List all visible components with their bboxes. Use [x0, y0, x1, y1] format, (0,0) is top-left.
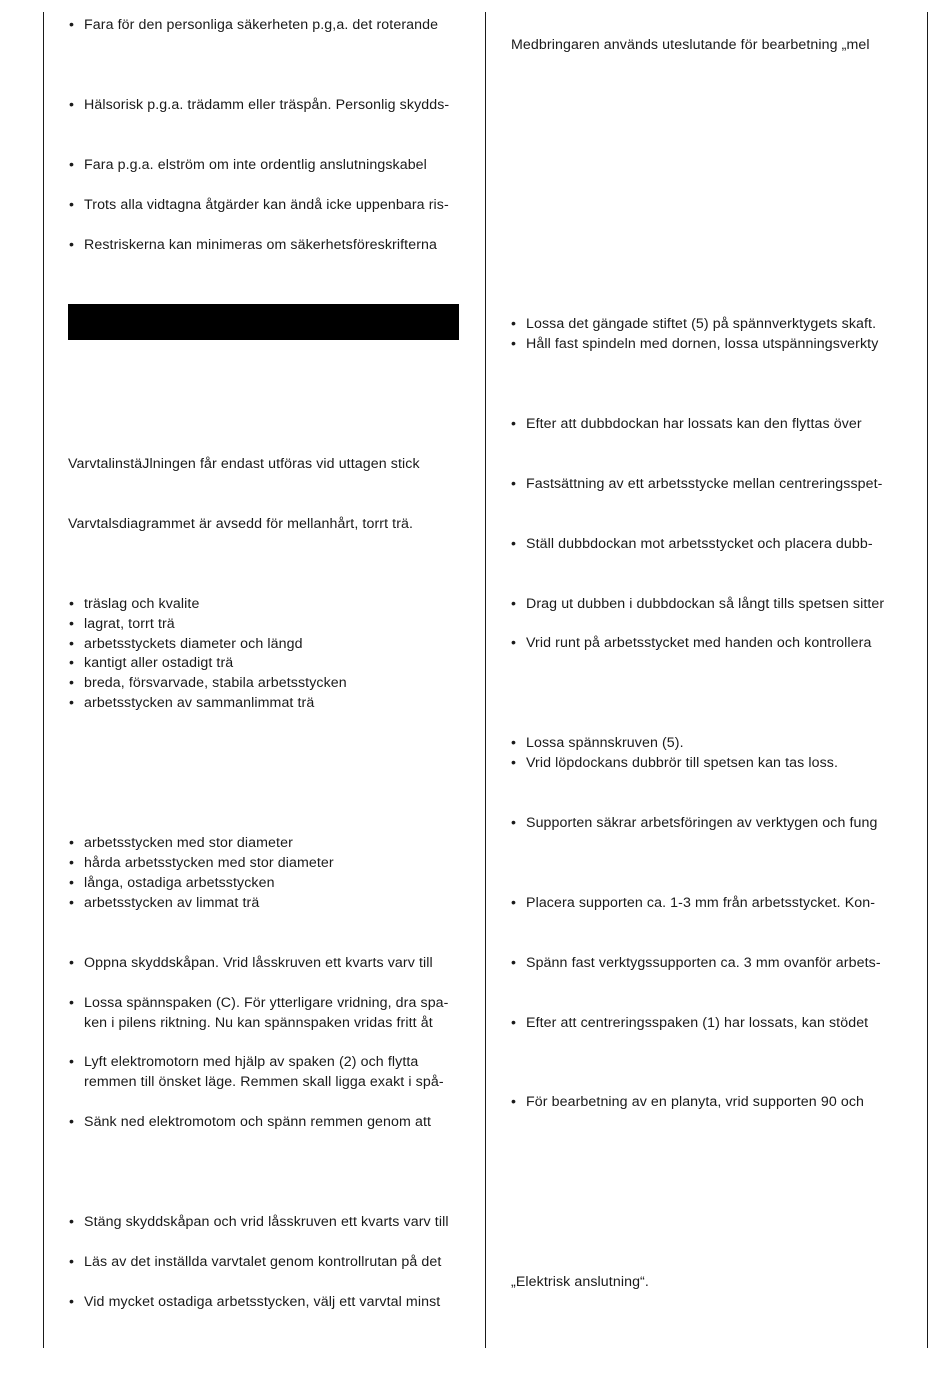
speed-diagram-note: Varvtalsdiagrammet är avsedd för mellanhårt, torrt trä. — [68, 516, 414, 532]
belt-step-item: • Lyft elektromotorn med hjälp av spaken (2) och flytta — [84, 1052, 418, 1072]
factor-item: • kantigt aller ostadigt trä — [84, 653, 233, 673]
support-step-item: • Supporten säkrar arbetsföringen av verktygen och fung — [526, 813, 878, 833]
belt-step-item: • Lossa spännspaken (C). För ytterligare vridning, dra spa- — [84, 993, 449, 1013]
speed-setting-note: VarvtalinstäJlningen får endast utföras vid uttagen stick — [68, 456, 420, 472]
tailstock-step-item: • Drag ut dubben i dubbdockan så långt tills spetsen sitter — [526, 594, 884, 614]
final-step-item: • Läs av det inställda varvtalet genom kontrollrutan på det — [84, 1252, 441, 1272]
spindle-step-item: • Lossa det gängade stiftet (5) på spännverktygets skaft. — [526, 314, 876, 334]
factor-item: • lagrat, torrt trä — [84, 614, 175, 634]
quill-step-item: • Lossa spännskruven (5). — [526, 733, 684, 753]
driver-note: Medbringaren används uteslutande för bearbetning „mel — [511, 37, 870, 53]
final-step-item: • Vid mycket ostadiga arbetsstycken, välj ett varvtal minst — [84, 1292, 440, 1312]
belt-step-continuation: remmen till önsket läge. Remmen skall ligga exakt i spå- — [84, 1074, 444, 1090]
low-speed-item: • långa, ostadiga arbetsstycken — [84, 873, 275, 893]
tailstock-step-item: • Fastsättning av ett arbetsstycke mellan centreringsspet- — [526, 474, 883, 494]
support-step-item: • Spänn fast verktygssupporten ca. 3 mm ovanför arbets- — [526, 953, 881, 973]
quill-step-item: • Vrid löpdockans dubbrör till spetsen kan tas loss. — [526, 753, 838, 773]
tailstock-step-item: • Vrid runt på arbetsstycket med handen och kontrollera — [526, 633, 871, 653]
belt-step-continuation: ken i pilens riktning. Nu kan spännspaken vridas fritt åt — [84, 1015, 433, 1031]
support-step-item: • För bearbetning av en planyta, vrid supporten 90 och — [526, 1092, 864, 1112]
final-step-item: • Stäng skyddskåpan och vrid låsskruven ett kvarts varv till — [84, 1212, 449, 1232]
spindle-step-item: • Håll fast spindeln med dornen, lossa utspänningsverkty — [526, 334, 878, 354]
support-step-item: • Efter att centreringsspaken (1) har lossats, kan stödet — [526, 1013, 868, 1033]
hazard-item: • Trots alla vidtagna åtgärder kan ändå icke uppenbara ris- — [84, 195, 449, 215]
section-heading-bar — [68, 304, 459, 340]
belt-step-item: • Sänk ned elektromotom och spänn remmen genom att — [84, 1112, 431, 1132]
factor-item: • breda, försvarvade, stabila arbetsstycken — [84, 673, 347, 693]
factor-item: • träslag och kvalite — [84, 594, 199, 614]
low-speed-item: • arbetsstycken med stor diameter — [84, 833, 293, 853]
belt-step-item: • Oppna skyddskåpan. Vrid låsskruven ett kvarts varv till — [84, 953, 433, 973]
hazard-item: • Hälsorisk p.g.a. trädamm eller träspån. Personlig skydds- — [84, 95, 449, 115]
low-speed-item: • arbetsstycken av limmat trä — [84, 893, 259, 913]
right-margin-rule — [927, 12, 928, 1348]
factor-item: • arbetsstyckets diameter och längd — [84, 634, 303, 654]
left-margin-rule — [43, 12, 44, 1348]
support-step-item: • Placera supporten ca. 1-3 mm från arbetsstycket. Kon- — [526, 893, 875, 913]
low-speed-item: • hårda arbetsstycken med stor diameter — [84, 853, 334, 873]
factor-item: • arbetsstycken av sammanlimmat trä — [84, 693, 314, 713]
electrical-connection-ref: „Elektrisk anslutning“. — [511, 1274, 649, 1290]
hazard-item: • Fara p.g.a. elström om inte ordentlig anslutningskabel — [84, 155, 427, 175]
tailstock-step-item: • Ställ dubbdockan mot arbetsstycket och placera dubb- — [526, 534, 873, 554]
column-divider — [485, 12, 486, 1348]
tailstock-step-item: • Efter att dubbdockan har lossats kan den flyttas över — [526, 414, 862, 434]
hazard-item: • Restriskerna kan minimeras om säkerhetsföreskrifterna — [84, 235, 437, 255]
hazard-item: • Fara för den personliga säkerheten p.g,a. det roterande — [84, 15, 438, 35]
